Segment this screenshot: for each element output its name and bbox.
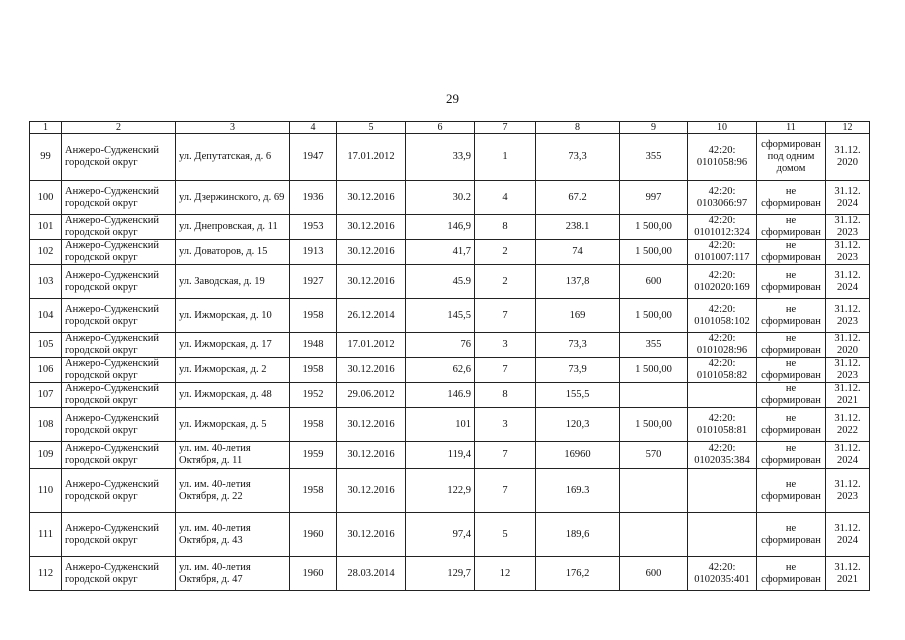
status-cell: не сформирован xyxy=(757,265,826,299)
address-cell: ул. Депутатская, д. 6 xyxy=(176,134,290,181)
year-cell: 1936 xyxy=(290,181,337,215)
municipality-cell: Анжеро-Судженский городской округ xyxy=(62,408,176,442)
count-cell: 2 xyxy=(475,240,536,265)
row-number: 100 xyxy=(30,181,62,215)
address-cell: ул. Ижморская, д. 10 xyxy=(176,299,290,333)
amount-cell: 600 xyxy=(620,557,688,591)
column-header: 6 xyxy=(406,122,475,134)
table-row xyxy=(30,240,870,265)
column-header: 10 xyxy=(688,122,757,134)
area-cell: 45.9 xyxy=(406,265,475,299)
amount-cell xyxy=(620,469,688,513)
row-number: 108 xyxy=(30,408,62,442)
cadastral-number-cell xyxy=(688,469,757,513)
status-cell: не сформирован xyxy=(757,469,826,513)
column-header: 12 xyxy=(826,122,870,134)
row-number: 106 xyxy=(30,358,62,383)
count-cell: 2 xyxy=(475,265,536,299)
cadastral-number-cell: 42:20: 0102035:384 xyxy=(688,442,757,469)
address-cell: ул. Днепровская, д. 11 xyxy=(176,215,290,240)
address-cell: ул. им. 40-летия Октября, д. 22 xyxy=(176,469,290,513)
status-cell: не сформирован xyxy=(757,557,826,591)
row-number: 104 xyxy=(30,299,62,333)
table-header xyxy=(30,122,870,134)
deadline-cell: 31.12. 2023 xyxy=(826,240,870,265)
date-cell: 30.12.2016 xyxy=(337,513,406,557)
count-cell: 7 xyxy=(475,442,536,469)
table-body xyxy=(30,134,870,591)
page-number: 29 xyxy=(446,91,459,106)
table-row xyxy=(30,408,870,442)
count-cell: 3 xyxy=(475,408,536,442)
amount-cell: 570 xyxy=(620,442,688,469)
table-row xyxy=(30,513,870,557)
year-cell: 1959 xyxy=(290,442,337,469)
count-cell: 7 xyxy=(475,358,536,383)
value-cell: 16960 xyxy=(536,442,620,469)
date-cell: 29.06.2012 xyxy=(337,383,406,408)
municipality-cell: Анжеро-Судженский городской округ xyxy=(62,240,176,265)
address-cell: ул. Ижморская, д. 17 xyxy=(176,333,290,358)
value-cell: 73,3 xyxy=(536,333,620,358)
amount-cell: 1 500,00 xyxy=(620,358,688,383)
cadastral-number-cell: 42:20: 0101012:324 xyxy=(688,215,757,240)
column-header: 1 xyxy=(30,122,62,134)
municipality-cell: Анжеро-Судженский городской округ xyxy=(62,383,176,408)
count-cell: 7 xyxy=(475,469,536,513)
area-cell: 122,9 xyxy=(406,469,475,513)
amount-cell: 1 500,00 xyxy=(620,240,688,265)
deadline-cell: 31.12. 2020 xyxy=(826,134,870,181)
deadline-cell: 31.12. 2021 xyxy=(826,557,870,591)
amount-cell xyxy=(620,513,688,557)
address-cell: ул. Дзержинского, д. 69 xyxy=(176,181,290,215)
column-header: 2 xyxy=(62,122,176,134)
value-cell: 169.3 xyxy=(536,469,620,513)
count-cell: 12 xyxy=(475,557,536,591)
status-cell: не сформирован xyxy=(757,358,826,383)
date-cell: 26.12.2014 xyxy=(337,299,406,333)
column-header: 3 xyxy=(176,122,290,134)
address-cell: ул. им. 40-летия Октября, д. 11 xyxy=(176,442,290,469)
municipality-cell: Анжеро-Судженский городской округ xyxy=(62,358,176,383)
address-cell: ул. Ижморская, д. 5 xyxy=(176,408,290,442)
year-cell: 1953 xyxy=(290,215,337,240)
deadline-cell: 31.12. 2021 xyxy=(826,383,870,408)
table-row xyxy=(30,215,870,240)
status-cell: сформирован под одним домом xyxy=(757,134,826,181)
address-cell: ул. Ижморская, д. 2 xyxy=(176,358,290,383)
date-cell: 30.12.2016 xyxy=(337,215,406,240)
count-cell: 8 xyxy=(475,383,536,408)
year-cell: 1958 xyxy=(290,408,337,442)
count-cell: 4 xyxy=(475,181,536,215)
date-cell: 17.01.2012 xyxy=(337,134,406,181)
row-number: 102 xyxy=(30,240,62,265)
date-cell: 30.12.2016 xyxy=(337,408,406,442)
cadastral-number-cell: 42:20: 0101007:117 xyxy=(688,240,757,265)
year-cell: 1958 xyxy=(290,299,337,333)
table-row xyxy=(30,333,870,358)
status-cell: не сформирован xyxy=(757,215,826,240)
area-cell: 62,6 xyxy=(406,358,475,383)
amount-cell: 600 xyxy=(620,265,688,299)
cadastral-number-cell: 42:20: 0102035:401 xyxy=(688,557,757,591)
row-number: 103 xyxy=(30,265,62,299)
area-cell: 146.9 xyxy=(406,383,475,408)
area-cell: 33,9 xyxy=(406,134,475,181)
deadline-cell: 31.12. 2024 xyxy=(826,513,870,557)
table-row xyxy=(30,383,870,408)
area-cell: 30.2 xyxy=(406,181,475,215)
deadline-cell: 31.12. 2023 xyxy=(826,358,870,383)
amount-cell: 355 xyxy=(620,333,688,358)
column-header: 4 xyxy=(290,122,337,134)
address-cell: ул. Доваторов, д. 15 xyxy=(176,240,290,265)
cadastral-number-cell: 42:20: 0102020:169 xyxy=(688,265,757,299)
amount-cell: 1 500,00 xyxy=(620,215,688,240)
status-cell: не сформирован xyxy=(757,383,826,408)
value-cell: 176,2 xyxy=(536,557,620,591)
deadline-cell: 31.12. 2020 xyxy=(826,333,870,358)
header-row xyxy=(30,122,870,134)
value-cell: 189,6 xyxy=(536,513,620,557)
count-cell: 5 xyxy=(475,513,536,557)
area-cell: 129,7 xyxy=(406,557,475,591)
area-cell: 41,7 xyxy=(406,240,475,265)
cadastral-number-cell: 42:20: 0101058:81 xyxy=(688,408,757,442)
table-row xyxy=(30,265,870,299)
table-row xyxy=(30,557,870,591)
year-cell: 1927 xyxy=(290,265,337,299)
amount-cell: 997 xyxy=(620,181,688,215)
count-cell: 7 xyxy=(475,299,536,333)
column-header: 9 xyxy=(620,122,688,134)
year-cell: 1948 xyxy=(290,333,337,358)
status-cell: не сформирован xyxy=(757,333,826,358)
count-cell: 8 xyxy=(475,215,536,240)
status-cell: не сформирован xyxy=(757,408,826,442)
year-cell: 1960 xyxy=(290,513,337,557)
area-cell: 76 xyxy=(406,333,475,358)
year-cell: 1960 xyxy=(290,557,337,591)
cadastral-number-cell xyxy=(688,383,757,408)
table-row xyxy=(30,469,870,513)
column-header: 7 xyxy=(475,122,536,134)
value-cell: 73,9 xyxy=(536,358,620,383)
municipality-cell: Анжеро-Судженский городской округ xyxy=(62,299,176,333)
row-number: 109 xyxy=(30,442,62,469)
status-cell: не сформирован xyxy=(757,513,826,557)
municipality-cell: Анжеро-Судженский городской округ xyxy=(62,557,176,591)
status-cell: не сформирован xyxy=(757,442,826,469)
area-cell: 119,4 xyxy=(406,442,475,469)
address-cell: ул. Заводская, д. 19 xyxy=(176,265,290,299)
column-header: 11 xyxy=(757,122,826,134)
value-cell: 74 xyxy=(536,240,620,265)
cadastral-number-cell xyxy=(688,513,757,557)
date-cell: 30.12.2016 xyxy=(337,181,406,215)
area-cell: 146,9 xyxy=(406,215,475,240)
address-cell: ул. им. 40-летия Октября, д. 47 xyxy=(176,557,290,591)
area-cell: 97,4 xyxy=(406,513,475,557)
cadastral-number-cell: 42:20: 0101058:82 xyxy=(688,358,757,383)
area-cell: 101 xyxy=(406,408,475,442)
cadastral-number-cell: 42:20: 0101058:102 xyxy=(688,299,757,333)
deadline-cell: 31.12. 2024 xyxy=(826,442,870,469)
municipality-cell: Анжеро-Судженский городской округ xyxy=(62,333,176,358)
row-number: 112 xyxy=(30,557,62,591)
value-cell: 73,3 xyxy=(536,134,620,181)
row-number: 110 xyxy=(30,469,62,513)
date-cell: 30.12.2016 xyxy=(337,240,406,265)
value-cell: 238.1 xyxy=(536,215,620,240)
amount-cell: 1 500,00 xyxy=(620,408,688,442)
value-cell: 120,3 xyxy=(536,408,620,442)
cadastral-number-cell: 42:20: 0103066:97 xyxy=(688,181,757,215)
cadastral-number-cell: 42:20: 0101028:96 xyxy=(688,333,757,358)
count-cell: 3 xyxy=(475,333,536,358)
deadline-cell: 31.12. 2024 xyxy=(826,265,870,299)
deadline-cell: 31.12. 2024 xyxy=(826,181,870,215)
value-cell: 169 xyxy=(536,299,620,333)
column-header: 8 xyxy=(536,122,620,134)
date-cell: 30.12.2016 xyxy=(337,265,406,299)
deadline-cell: 31.12. 2022 xyxy=(826,408,870,442)
municipality-cell: Анжеро-Судженский городской округ xyxy=(62,134,176,181)
date-cell: 30.12.2016 xyxy=(337,469,406,513)
status-cell: не сформирован xyxy=(757,181,826,215)
count-cell: 1 xyxy=(475,134,536,181)
year-cell: 1913 xyxy=(290,240,337,265)
row-number: 99 xyxy=(30,134,62,181)
area-cell: 145,5 xyxy=(406,299,475,333)
table-row xyxy=(30,442,870,469)
value-cell: 67.2 xyxy=(536,181,620,215)
municipality-cell: Анжеро-Судженский городской округ xyxy=(62,215,176,240)
column-header: 5 xyxy=(337,122,406,134)
date-cell: 17.01.2012 xyxy=(337,333,406,358)
year-cell: 1958 xyxy=(290,469,337,513)
table-row xyxy=(30,181,870,215)
municipality-cell: Анжеро-Судженский городской округ xyxy=(62,181,176,215)
deadline-cell: 31.12. 2023 xyxy=(826,299,870,333)
date-cell: 30.12.2016 xyxy=(337,358,406,383)
year-cell: 1952 xyxy=(290,383,337,408)
municipality-cell: Анжеро-Судженский городской округ xyxy=(62,442,176,469)
municipality-cell: Анжеро-Судженский городской округ xyxy=(62,513,176,557)
status-cell: не сформирован xyxy=(757,240,826,265)
address-cell: ул. Ижморская, д. 48 xyxy=(176,383,290,408)
year-cell: 1958 xyxy=(290,358,337,383)
date-cell: 28.03.2014 xyxy=(337,557,406,591)
municipality-cell: Анжеро-Судженский городской округ xyxy=(62,469,176,513)
table-row xyxy=(30,299,870,333)
row-number: 101 xyxy=(30,215,62,240)
row-number: 111 xyxy=(30,513,62,557)
cadastral-number-cell: 42:20: 0101058:96 xyxy=(688,134,757,181)
row-number: 107 xyxy=(30,383,62,408)
housing-registry-table xyxy=(29,121,870,591)
date-cell: 30.12.2016 xyxy=(337,442,406,469)
address-cell: ул. им. 40-летия Октября, д. 43 xyxy=(176,513,290,557)
amount-cell: 1 500,00 xyxy=(620,299,688,333)
value-cell: 137,8 xyxy=(536,265,620,299)
value-cell: 155,5 xyxy=(536,383,620,408)
deadline-cell: 31.12. 2023 xyxy=(826,469,870,513)
table-row xyxy=(30,358,870,383)
municipality-cell: Анжеро-Судженский городской округ xyxy=(62,265,176,299)
year-cell: 1947 xyxy=(290,134,337,181)
table-row xyxy=(30,134,870,181)
amount-cell xyxy=(620,383,688,408)
deadline-cell: 31.12. 2023 xyxy=(826,215,870,240)
amount-cell: 355 xyxy=(620,134,688,181)
status-cell: не сформирован xyxy=(757,299,826,333)
row-number: 105 xyxy=(30,333,62,358)
